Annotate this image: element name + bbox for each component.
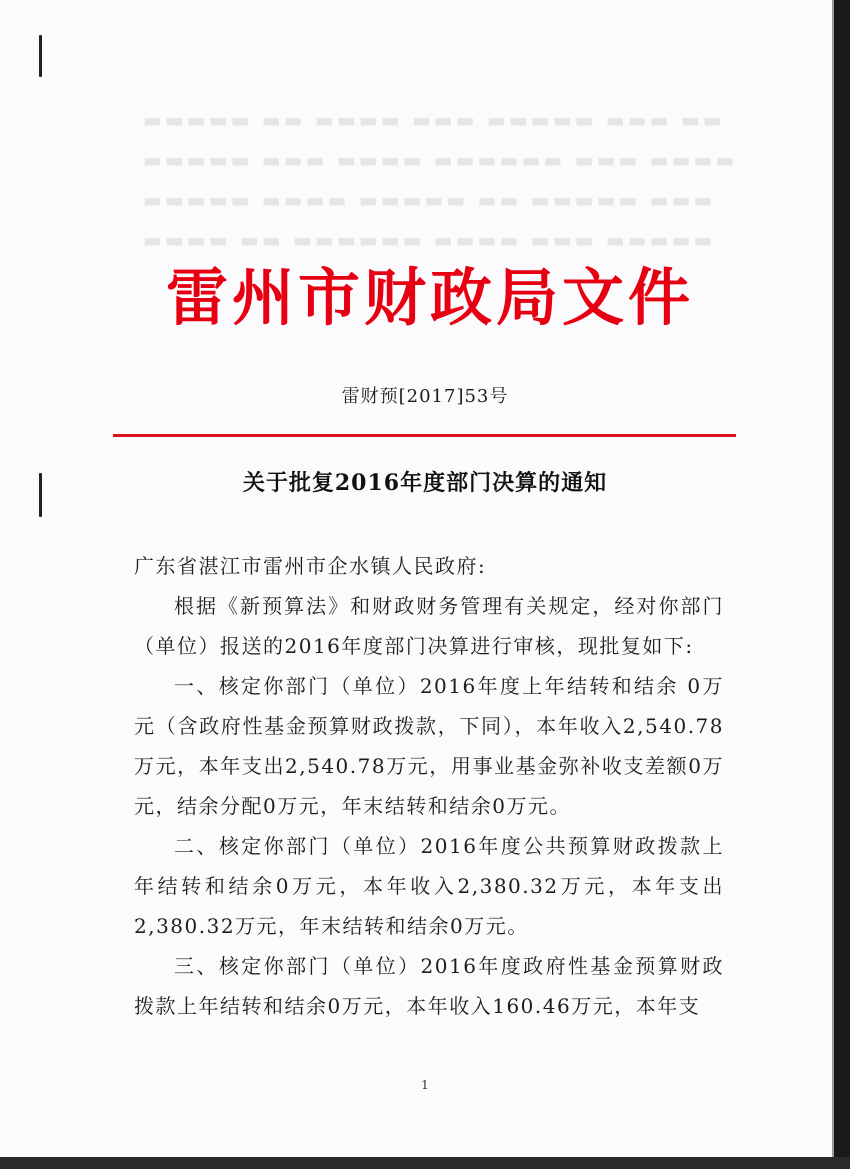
body-paragraph: 三、核定你部门（单位）2016年度政府性基金预算财政拨款上年结转和结余0万元，本年收入160.46万元，本年支 (134, 954, 724, 1018)
red-divider-rule (113, 434, 736, 437)
scan-edge-bottom (0, 1157, 850, 1169)
bleed-through-texture: ▬▬▬▬ ▬▬▬ ▬▬▬▬▬▬ ▬▬▬▬ ▬▬▬ ▬▬▬▬▬ (140, 148, 735, 172)
body-paragraph: 一、核定你部门（单位）2016年度上年结转和结余 0万元（含政府性基金预算财政拨款，下同），本年收入2,540.78万元，本年支出2,540.78万元，用事业基金弥补收支差额0万元，结余分配0万元，年末结转和结余0万元。 (134, 674, 724, 818)
document-number: 雷财预[2017]53号 (341, 386, 509, 407)
notice-title: 关于批复2016年度部门决算的通知 (242, 470, 608, 496)
body-paragraph: 二、核定你部门（单位）2016年度公共预算财政拨款上年结转和结余0万元，本年收入2,380.32万元，本年支出2,380.32万元，年末结转和结余0万元。 (134, 834, 724, 938)
page-number: 1 (421, 1078, 429, 1092)
bleed-through-texture: ▬▬▬ ▬▬▬▬▬ ▬▬ ▬▬▬▬▬ ▬▬▬▬ ▬▬▬▬▬ (140, 188, 713, 212)
addressee: 广东省湛江市雷州市企水镇人民政府: (134, 554, 487, 578)
scan-edge-right (834, 0, 850, 1169)
document-body (134, 546, 724, 1026)
staple-mark (39, 35, 42, 77)
bleed-through-texture: ▬▬▬▬▬ ▬▬▬ ▬▬▬▬ ▬▬▬▬▬▬ ▬▬ ▬▬▬▬ (140, 228, 713, 252)
issuer-header-title: 雷州市财政局文件 (165, 261, 694, 334)
bleed-through-texture: ▬▬ ▬▬▬ ▬▬▬▬▬ ▬▬▬ ▬▬▬▬ ▬▬ ▬▬▬▬▬ (140, 108, 722, 132)
body-paragraph: 根据《新预算法》和财政财务管理有关规定，经对你部门（单位）报送的2016年度部门决算进行审核，现批复如下: (134, 594, 724, 658)
